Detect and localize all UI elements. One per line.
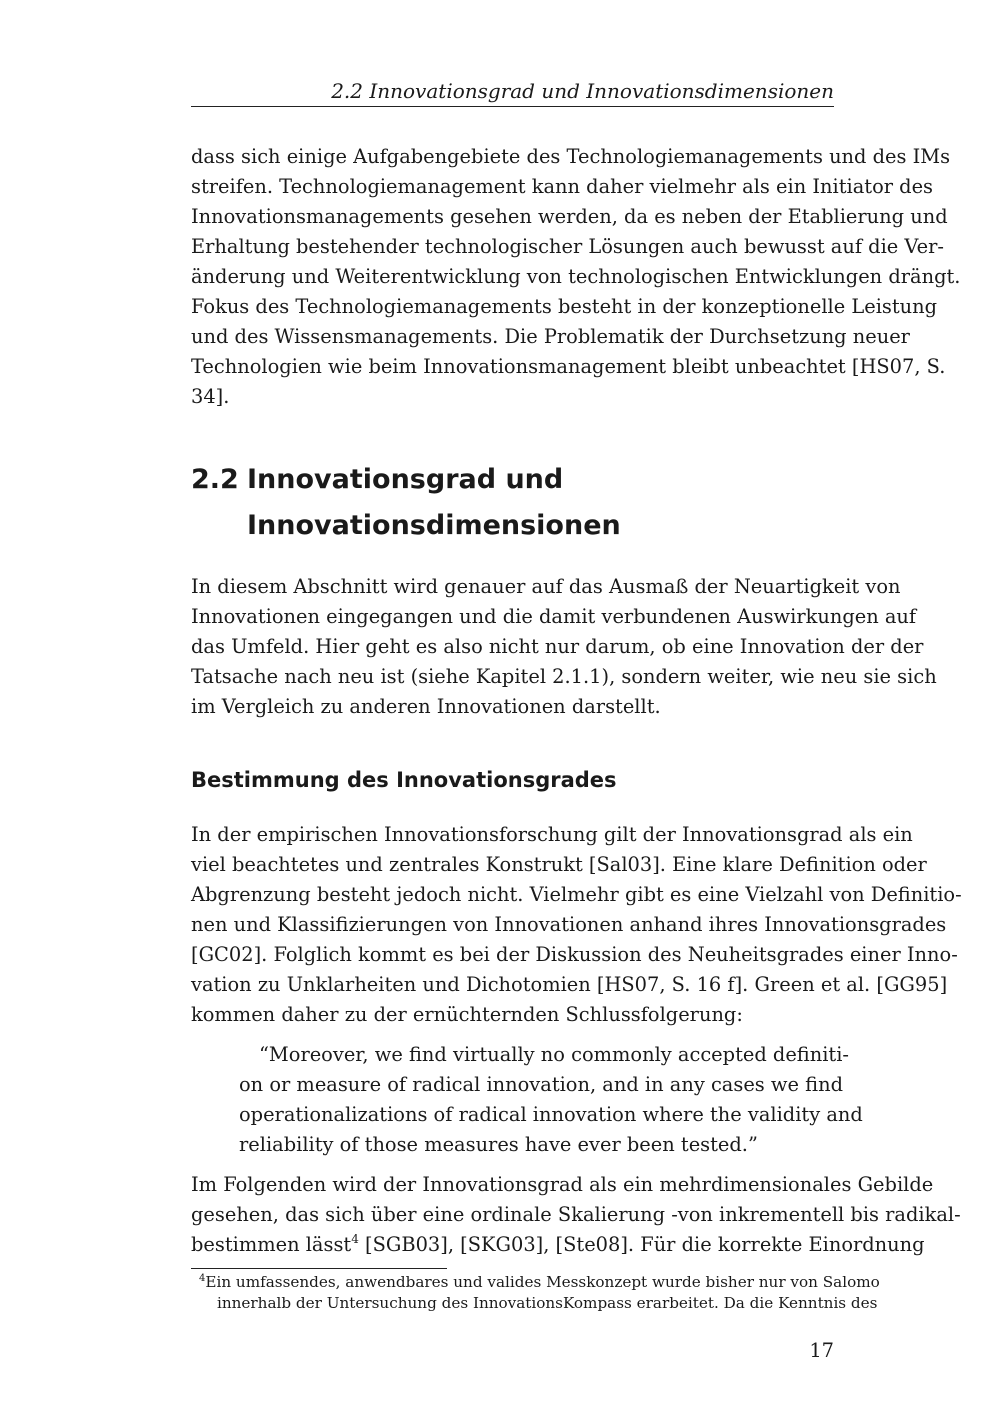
text-line: [191, 1230, 925, 1260]
text-line: Im Folgenden wird der Innovationsgrad als ein mehrdimensionales Gebilde: [191, 1173, 934, 1196]
text-line: In diesem Abschnitt wird genauer auf das Ausmaß der Neuartigkeit von: [191, 575, 901, 598]
footnote-rule: [191, 1268, 447, 1269]
header-rule: [191, 106, 834, 107]
section-title-line2: Innovationsdimensionen: [247, 510, 621, 541]
text-line: Technologien wie beim Innovationsmanagement bleibt unbeachtet [HS07, S.: [191, 355, 946, 378]
quote-line: “Moreover, we find virtually no commonly accepted definiti-: [259, 1043, 849, 1066]
text-line: viel beachtetes und zentrales Konstrukt [Sal03]. Eine klare Definition oder: [191, 853, 927, 876]
intro-paragraph: [191, 142, 961, 412]
section-paragraph: [191, 572, 937, 722]
text-line: vation zu Unklarheiten und Dichotomien [HS07, S. 16 f]. Green et al. [GG95]: [191, 973, 948, 996]
text-line: gesehen, das sich über eine ordinale Skalierung -von inkrementell bis radikal-: [191, 1203, 961, 1226]
text-line: Erhaltung bestehender technologischer Lösungen auch bewusst auf die Ver-: [191, 235, 944, 258]
footnote: [191, 1272, 880, 1314]
text-line: [GC02]. Folglich kommt es bei der Diskussion des Neuheitsgrades einer Inno-: [191, 943, 958, 966]
subsection-paragraph-1: [191, 820, 962, 1030]
footnote-line: innerhalb der Untersuchung des InnovationsKompass erarbeitet. Da die Kenntnis des: [217, 1294, 878, 1312]
text-line: und des Wissensmanagements. Die Problematik der Durchsetzung neuer: [191, 325, 910, 348]
quote-line: operationalizations of radical innovation where the validity and: [239, 1103, 863, 1126]
page-number: 17: [809, 1339, 834, 1362]
section-number: 2.2: [191, 464, 239, 495]
text-line: streifen. Technologiemanagement kann daher vielmehr als ein Initiator des: [191, 175, 934, 198]
running-header: 2.2 Innovationsgrad und Innovationsdimensionen: [331, 79, 834, 103]
footnote-marker: 4: [199, 1273, 206, 1284]
text-line: Fokus des Technologiemanagements besteht in der konzeptionelle Leistung: [191, 295, 938, 318]
section-title-line1: Innovationsgrad und: [247, 464, 564, 495]
text-line: 34].: [191, 385, 230, 408]
text-line: änderung und Weiterentwicklung von technologischen Entwicklungen drängt.: [191, 265, 961, 288]
text-line: im Vergleich zu anderen Innovationen darstellt.: [191, 695, 661, 718]
text-line: Innovationsmanagements gesehen werden, da es neben der Etablierung und: [191, 205, 948, 228]
text-line: dass sich einige Aufgabengebiete des Technologiemanagements und des IMs: [191, 145, 951, 168]
text-line: Abgrenzung besteht jedoch nicht. Vielmehr gibt es eine Vielzahl von Definitio-: [191, 883, 962, 906]
text-line: In der empirischen Innovationsforschung gilt der Innovationsgrad als ein: [191, 823, 913, 846]
text-fragment: bestimmen lässt: [191, 1233, 352, 1256]
text-line: das Umfeld. Hier geht es also nicht nur darum, ob eine Innovation der der: [191, 635, 924, 658]
footnote-reference[interactable]: 4: [351, 1232, 359, 1246]
subsection-title: Bestimmung des Innovationsgrades: [191, 768, 617, 792]
quote-line: reliability of those measures have ever been tested.”: [239, 1133, 758, 1156]
text-line: kommen daher zu der ernüchternden Schlussfolgerung:: [191, 1003, 743, 1026]
quote-line: on or measure of radical innovation, and in any cases we find: [239, 1073, 843, 1096]
text-fragment: [SGB03], [SKG03], [Ste08]. Für die korrekte Einordnung: [358, 1233, 925, 1256]
footnote-line: [191, 1272, 880, 1293]
subsection-paragraph-2: [191, 1170, 961, 1260]
text-line: nen und Klassifizierungen von Innovationen anhand ihres Innovationsgrades: [191, 913, 947, 936]
text-line: Innovationen eingegangen und die damit verbundenen Auswirkungen auf: [191, 605, 917, 628]
block-quote: [239, 1040, 863, 1160]
text-line: Tatsache nach neu ist (siehe Kapitel 2.1.1), sondern weiter, wie neu sie sich: [191, 665, 937, 688]
text-fragment: Ein umfassendes, anwendbares und valides Messkonzept wurde bisher nur von Salomo: [205, 1273, 880, 1291]
